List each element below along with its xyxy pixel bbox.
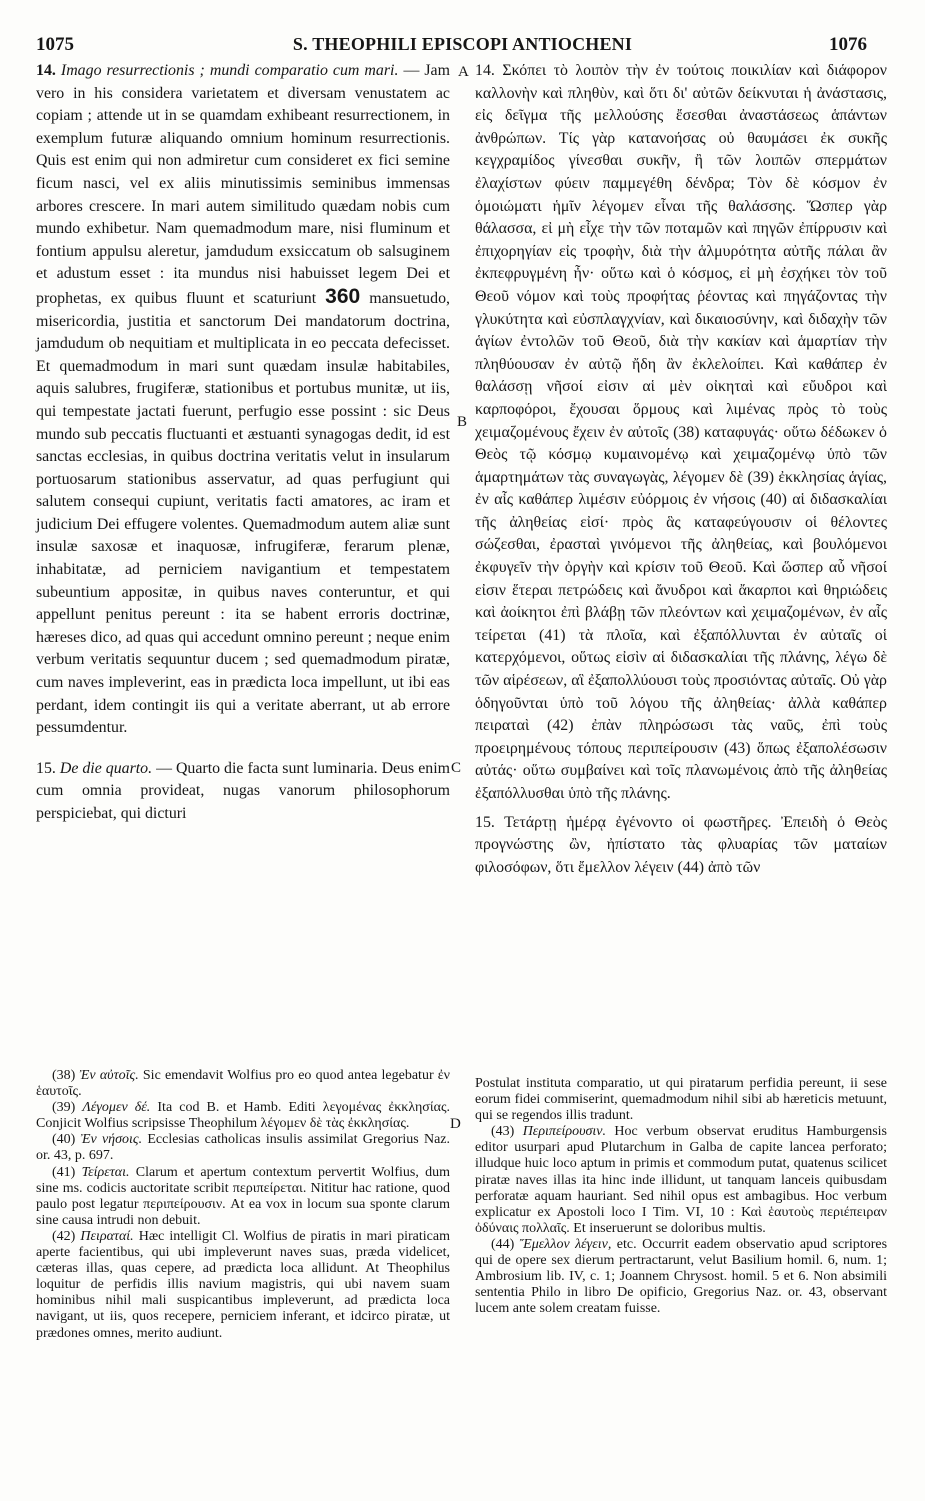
section-text: Σκόπει τὸ λοιπὸν τὴν ἐν τούτοις ποικιλίαν καὶ διάφορον καλλονὴν καὶ πληθὺν, καὶ ὅτι δι' αὐτῶν δείκνυται ἡ ἀνάστασις, εἰς δεῖγμα τῆς μελλούσης ἔσεσθαι ἀναστάσεως ἁπάντων ἀνθρώπων. Τίς γὰρ κατανοήσας οὐ θαυμάσει ἐκ συκῆς κεγχραμίδος γίνεσθαι συκῆν, ἢ τῶν λοιπῶν σπερμάτων ἐλαχίστων φύειν παμμεγέθη δένδρα; Τὸν δὲ κόσμον ἐν ὁμοιώματι ἡμῖν λέγομεν εἶναι τῆς θαλάσσης. Ὥσπερ γὰρ θάλασσα, εἰ μὴ εἶχε τὴν τῶν ποταμῶν καὶ πηγῶν ἐπίρρυσιν καὶ ἐπιχορηγίαν εἰς τροφὴν, διὰ τὴν ἁλμυρότητα αὐτῆς πάλαι ἂν ἐκπεφρυγμένη ἦν· οὕτω καὶ ὁ κόσμος, εἰ μὴ ἐσχήκει τὸν τοῦ Θεοῦ νόμον καὶ τοὺς προφήτας ῥέοντας καὶ πηγάζοντας τὴν γλυκύτητα καὶ εὐσπλαγχνίαν, καὶ δικαιοσύνην, καὶ διδαχὴν τῶν ἁγίων ἐντολῶν τοῦ Θεοῦ, διὰ τὴν κακίαν καὶ ἁμαρτίαν τὴν πληθύουσαν ἐν αὐτῷ ἤδη ἂν ἐκλελοίπει. Καὶ καθάπερ ἐν θαλάσσῃ νῆσοί εἰσιν αἱ μὲν οἰκηταὶ καὶ εὔυδροι καὶ καρποφόροι, ἔχουσαι ὅρμους καὶ λιμένας πρὸς τὸ τοὺς χειμαζομένους ἔχειν ἐν αὐτοῖς (38) καταφυγάς· οὕτω δέδωκεν ὁ Θεὸς τῷ κόσμῳ κυμαινομένῳ καὶ χειμαζομένῳ ὑπὸ τῶν ἁμαρτημάτων τὰς συναγωγὰς, λέγομεν δὲ (39) ἐκκλησίας ἁγίας, ἐν αἷς καθάπερ λιμέσιν εὐόρμοις ἐν νήσοις (40) αἱ διδασκαλίαι τῆς ἀληθείας εἰσί· πρὸς ἃς καταφεύγουσιν οἱ θέλοντες σώζεσθαι, ἐρασταὶ γινόμενοι τῆς ἀληθείας, καὶ βουλόμενοι ἐκφυγεῖν τὴν ὀργὴν καὶ κρίσιν τοῦ Θεοῦ. Καὶ ὥσπερ αὖ νῆσοί εἰσιν ἕτεραι πετρώδεις καὶ ἄνυδροι καὶ ἄκαρποι καὶ θηριώδεις καὶ ἀοίκητοι ἐπὶ βλάβῃ τῶν πλεόντων καὶ χειμαζομένων, ἐν αἷς τείρεται (41) τὰ πλοῖα, καὶ ἐξαπόλλυνται ἐν αὐταῖς οἱ κατερχόμενοι, οὕτως εἰσὶν αἱ διδασκαλίαι τῆς πλάνης, λέγω δὲ τῶν αἱρέσεων, αἳ ἐξαπολλύουσι τοὺς προσιόντας αὐταῖς. Οὐ γὰρ ὁδηγοῦνται ὑπὸ τοῦ λόγου τῆς ἀληθείας· ἀλλὰ καθάπερ πειραταὶ (42) ἐπὰν πληρώσωσι τὰς ναῦς, ἐπὶ τοὺς προειρημένους τόπους περιπείρουσιν (43) ὅπως ἐξαπολέσωσιν αὐτάς· οὕτω συμβαίνει καὶ τοῖς πλανωμένοις ἀπὸ τῆς ἀληθείας ἐξαπόλλυσθαι ὑπὸ τῆς πλάνης. [475,62,887,802]
margin-letter-b: B [457,414,468,430]
footnote-continuation: Postulat instituta comparatio, ut qui piratarum perfidia pereunt, ii sese eorum fidei commiserint, quemadmodum nihil sibi ab hæreticis metuunt, qui se regendos illis tradunt. [475,1076,887,1124]
footnote-number: (41) [52,1164,76,1180]
section-number: 14. [36,62,56,79]
running-header [0,22,925,55]
footnote-text: Ecclesias catholicas insulis assimilat Gregorius Naz. or. 43, p. 697. [36,1132,450,1164]
footnote [475,1124,887,1237]
footnote [36,1100,450,1132]
latin-column [36,60,450,826]
footnote-text: Sic emendavit Wolfius pro eo quod antea legebatur ἐν ἑαυτοῖς. [36,1068,450,1100]
greek-column [475,60,887,879]
footnote-number: (38) [52,1068,76,1083]
footnote-lemma: Ἐν αὐτοῖς. [79,1068,139,1083]
page-number-right: 1076 [829,34,867,55]
footnote-lemma: Περιπείρουσιν. [522,1124,606,1140]
section-number: 15. [36,759,56,777]
footnote-lemma: Ἔμελλον λέγειν, [519,1236,612,1252]
footnote [36,1132,450,1164]
margin-letter-a: A [458,64,469,80]
section-number: 14. [475,62,495,79]
footnote-text: Clarum et apertum contextum pervertit Wolfius, dum sine ms. codicis auctoritate scribit περιπείρεται. Nititur hac ratione, quod paulo post legatur περιπείρουσιν. At ea vox in locum sua sponte clarum sine causa intrudi non debuit. [36,1164,451,1228]
footnote-lemma: Ἐν νήσοις. [80,1132,143,1148]
page-number-left: 1075 [36,34,74,55]
section-text: — Quarto die facta sunt luminaria. Deus enim cum omnia provideat, nugas vanorum philosophorum perspiciebat, qui dicturi [36,759,450,822]
margin-letter-c: C [451,760,462,776]
latin-section-15 [36,758,450,826]
running-title: S. THEOPHILI EPISCOPI ANTIOCHENI [292,34,633,54]
section-number: 15. [475,813,495,831]
footnote-lemma: Τείρεται. [81,1164,130,1180]
footnote [36,1165,450,1229]
footnotes-right [475,1076,887,1317]
footnote-text: Hæc intelligit Cl. Wolfius de piratis in mari piraticam aperte facientibus, qui ubi impleverunt naves suas, præda videlicet, cæteras illas, quas cepere, ad prædicta loca allidunt. At Theophilus loquitur de perfidis illis navium magistris, qui ubi navem suam hominibus nihil mali suspicantibus impleverunt, ad prædicta loca navigant, ut iis, quos recepere, perniciem inferant, et idcirco piratæ, ut prædones omnes, merito audiunt. [36,1228,450,1341]
latin-section-14 [36,60,450,740]
section-heading: Imago resurrectionis ; mundi comparatio cum mari. [60,62,399,79]
greek-section-14 [475,60,887,806]
section-text: mansuetudo, misericordia, justitia et sanctorum Dei mandatorum doctrina, jamdudum ob nequitiam et multiplicata in eo peccata defecisset. Et quemadmodum in mari sunt quædam insulæ habitabiles, aquis salubres, frugiferæ, stationibus et portubus munitæ, ut iis, qui tempestate jactati fuerunt, perfugio esse possint : sic Deus mundo sub peccatis fluctuanti et æstuanti synagogas dedit, id est sanctas ecclesias, in quibus doctrina veritatis velut in insularum portuosarum stationibus asservatur, ad quas perfugiunt qui salutem consequi cupiunt, veritatis facti amatores, ac iram et judicium Dei effugere volentes. Quemadmodum autem aliæ sunt insulæ saxosæ et inaquosæ, infrugiferæ, ferarum plenæ, inhabitatæ, ad perniciem navigantium et tempestatem subeuntium appositæ, in quibus naves conteruntur, et qui appellunt penitus pereunt : ita se habent erroris doctrinæ, hæreses dico, ad quas qui accedunt omnino pereunt ; neque enim verbum veritatis sequuntur ducem ; sed quemadmodum piratæ, cum naves impleverint, eas in prædicta loca impellunt, ut ibi eas perdant, idem contingit iis qui a veritate aberrant, ut ab errore pessumdentur. [36,289,450,737]
section-heading: De die quarto. [59,759,153,777]
footnotes-left [36,1068,450,1342]
footnote [36,1068,450,1100]
footnote [475,1237,887,1317]
section-text: Τετάρτῃ ἡμέρᾳ ἐγένοντο οἱ φωστῆρες. Ἐπειδὴ ὁ Θεὸς προγνώστης ὢν, ἠπίστατο τὰς φλυαρίας τῶν ματαίων φιλοσόφων, ὅτι ἔμελλον λέγειν (44) ἀπὸ τῶν [475,813,887,876]
footnote-number: (42) [52,1228,76,1244]
footnote-number: (40) [52,1132,76,1148]
footnote-text: etc. Occurrit eadem observatio apud scriptores qui de opere sex dierum pertractarunt, velut Basilium homil. 6, num. 1; Ambrosium lib. IV, c. 1; Joannem Chrysost. homil. 5 et 6. Non absimili sententia Philo in libro De opificio, Gregorius Naz. or. 43, observant lucem ante solem creatam fuisse. [475,1236,888,1317]
footnote-number: (39) [52,1100,76,1116]
footnote-lemma: Λέγομεν δέ. [82,1100,151,1116]
section-text: — Jam vero in his considera varietatem et diversam venustatem ac copiam ; attende ut in se quamdam exhibeant resurrectionem, in exemplum futuræ aliquando omnium hominum resurrectionis. Quis est enim qui non admiretur cum consideret ex fici semine ficum nasci, vel ex aliis minutissimis seminibus immensas arbores crescere. In mari autem similitudo quædam nobis cum mundo exhibetur. Nam quemadmodum mare, nisi fluminum et fontium appulsu aleretur, jamdudum exsiccatum ob salsuginem et adustum esset : ita mundus nisi habuisset legem Dei et prophetas, ex quibus fluunt et scaturiunt [36,62,450,307]
footnote-text: Hoc verbum observat eruditus Hamburgensis editor usurpari apud Plutarchum in Galba de capite lancea perforato; illudque huic loco aptum in primis et commodum putat, quatenus scilicet piratæ naves illas ita hinc inde illidunt, ut tanquam lanceis quibusdam perforatæ aquam hauriant. Sed nihil opus est ambagibus. Hoc verbum explicatur ex Apostoli loco I Tim. VI, 10 : Καὶ ἑαυτοὺς περιέπειραν ὀδύναις πολλαῖς. Et inseruerunt se doloribus multis. [475,1124,888,1236]
footnote-text: Ita cod B. et Hamb. Editi λεγομένας ἐκκλησίας. Conjicit Wolfius scripsisse Theophilum λέγομεν δὲ τὰς ἐκκλησίας. [36,1100,450,1132]
footnote [36,1229,450,1342]
column-marker: 360 [325,284,361,308]
footnote-lemma: Πειραταί. [80,1228,134,1244]
footnote-number: (43) [491,1124,515,1140]
greek-section-15 [475,812,887,880]
footnote-number: (44) [491,1236,515,1252]
margin-letter-d: D [450,1116,461,1132]
